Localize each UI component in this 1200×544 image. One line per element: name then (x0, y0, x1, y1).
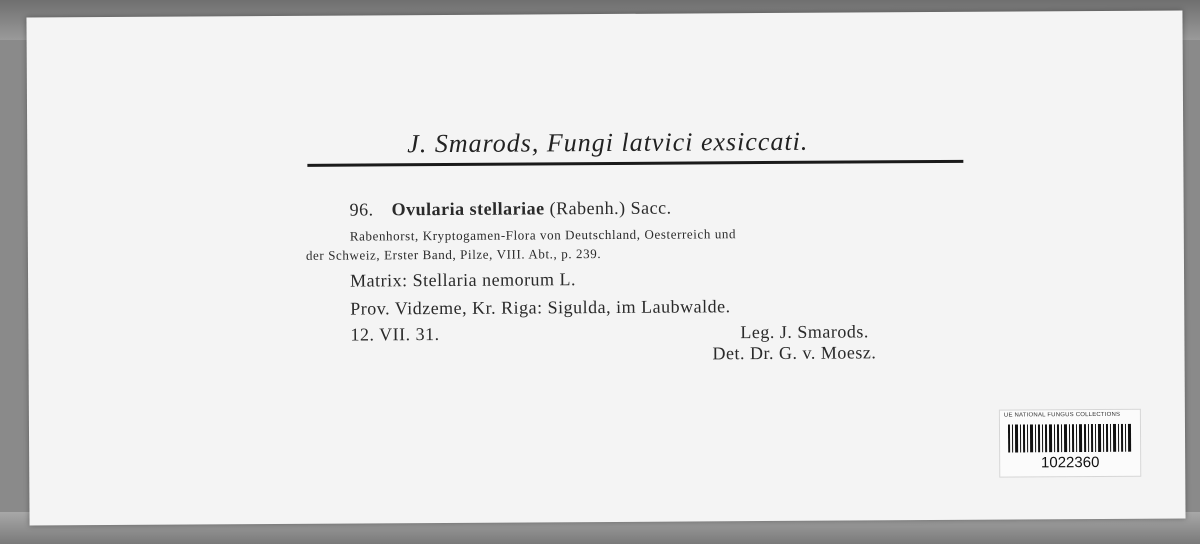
barcode-graphic (1008, 424, 1132, 453)
species-authority: (Rabenh.) Sacc. (549, 197, 672, 219)
matrix-line: Matrix: Stellaria nemorum L. (350, 269, 577, 291)
collection-title: J. Smarods, Fungi latvici exsiccati. (407, 126, 809, 159)
reference-line-2: der Schweiz, Erster Band, Pilze, VIII. Abt., p. 239. (305, 246, 602, 263)
barcode-caption: UE NATIONAL FUNGUS COLLECTIONS (1003, 411, 1121, 419)
barcode-label (999, 409, 1141, 478)
specimen-label (26, 10, 1185, 525)
title-rule (307, 160, 963, 167)
species-line (350, 198, 672, 221)
reference-line-1: Rabenhorst, Kryptogamen-Flora von Deutschland, Oesterreich und (349, 226, 737, 244)
species-name: Ovularia stellariae (391, 198, 545, 220)
exsiccata-number: 96. (349, 199, 374, 220)
determiner-line: Det. Dr. G. v. Moesz. (712, 342, 877, 364)
collector-line: Leg. J. Smarods. (740, 321, 869, 343)
collection-date: 12. VII. 31. (350, 324, 440, 345)
barcode-number: 1022360 (1040, 453, 1100, 472)
locality-line: Prov. Vidzeme, Kr. Riga: Sigulda, im Laubwalde. (350, 296, 731, 319)
